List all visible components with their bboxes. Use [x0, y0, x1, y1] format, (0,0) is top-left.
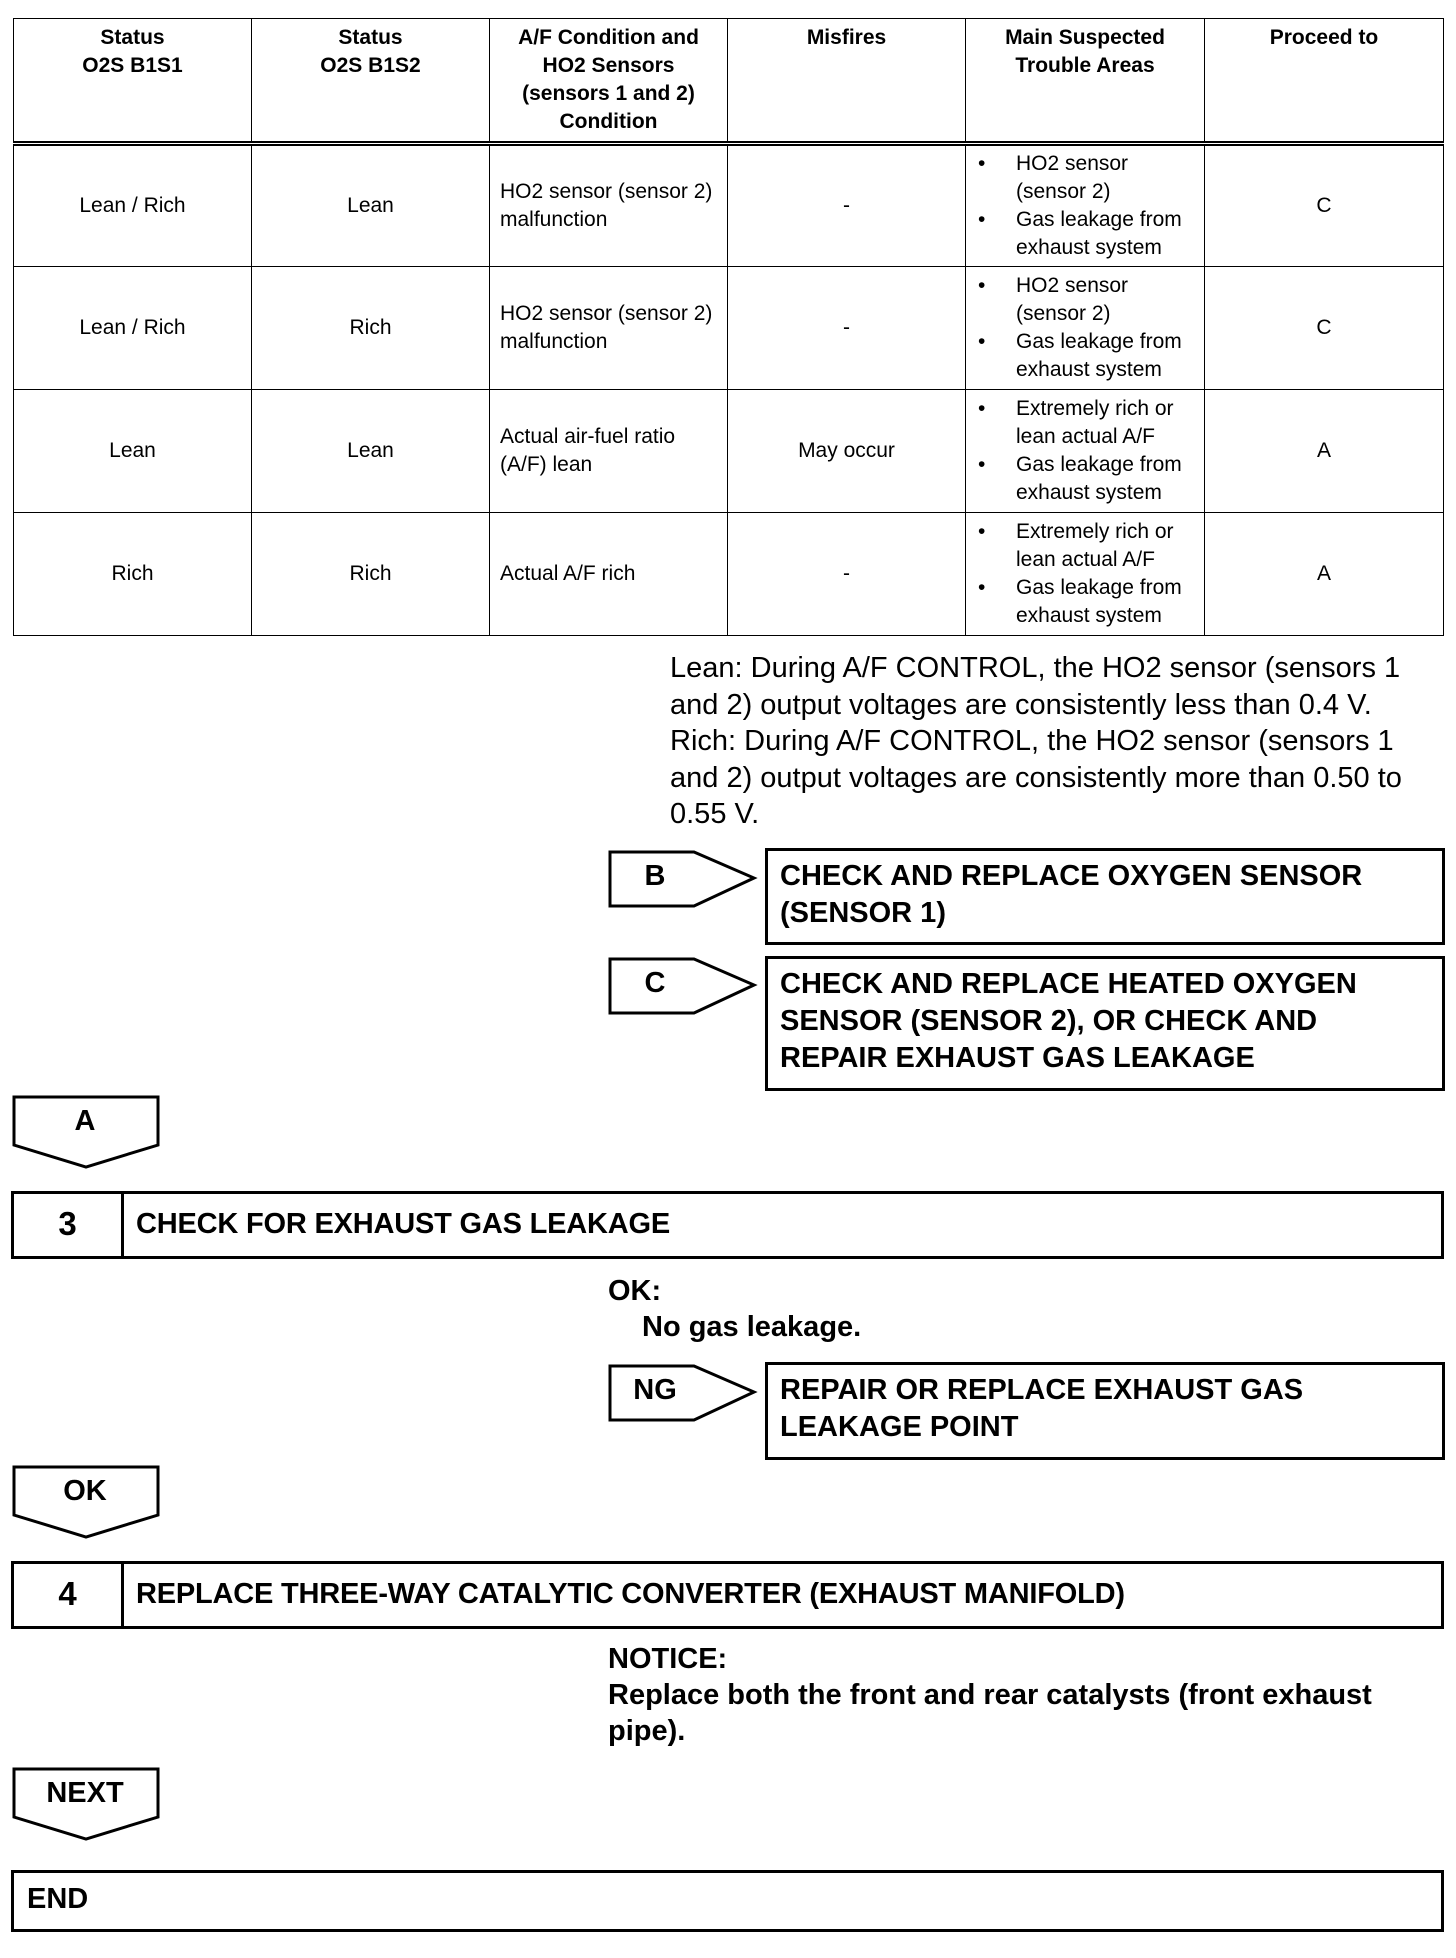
table-header-row	[14, 19, 1444, 144]
list-item: • Extremely rich or lean actual A/F	[972, 395, 1200, 451]
step-4-number: 4	[14, 1564, 124, 1626]
cell-b1s2: Lean	[252, 144, 490, 267]
ok-label: OK:	[608, 1275, 662, 1307]
header-o2s-b1s1: Status O2S B1S1	[14, 19, 252, 144]
end-bar	[11, 1870, 1444, 1932]
header-af-condition: A/F Condition and HO2 Sensors (sensors 1 and 2) Condition	[490, 19, 728, 144]
table-row	[14, 513, 1444, 636]
branch-ng-label: NG	[633, 1374, 677, 1406]
cell-misfires: -	[728, 267, 966, 390]
ok-criteria	[608, 1273, 861, 1345]
cell-b1s1: Lean / Rich	[14, 267, 252, 390]
cell-areas	[966, 267, 1205, 390]
header-trouble-areas: Main Suspected Trouble Areas	[966, 19, 1205, 144]
header-misfires: Misfires	[728, 19, 966, 144]
cell-areas	[966, 390, 1205, 513]
cell-areas	[966, 144, 1205, 267]
branch-b-tab[interactable]	[608, 850, 758, 908]
rich-note: Rich: During A/F CONTROL, the HO2 sensor (sensors 1 and 2) output voltages are consistently more than 0.50 to 0.55 V.	[670, 725, 1402, 830]
flow-tab-a-label: A	[74, 1105, 96, 1137]
branch-ng-tab[interactable]	[608, 1364, 758, 1422]
branch-b-action	[765, 848, 1445, 945]
table-row	[14, 144, 1444, 267]
header-proceed-to: Proceed to	[1205, 19, 1444, 144]
diagnosis-table	[13, 18, 1444, 636]
cell-proceed: A	[1205, 513, 1444, 636]
cell-b1s1: Lean	[14, 390, 252, 513]
cell-b1s1: Rich	[14, 513, 252, 636]
list-item: • Gas leakage from exhaust system	[972, 206, 1200, 262]
cell-misfires: -	[728, 144, 966, 267]
ok-text: No gas leakage.	[642, 1311, 862, 1343]
step-4-title: REPLACE THREE-WAY CATALYTIC CONVERTER (EXHAUST MANIFOLD)	[136, 1578, 1125, 1610]
cell-proceed: C	[1205, 267, 1444, 390]
cell-condition: Actual A/F rich	[490, 513, 728, 636]
notice-text: Replace both the front and rear catalysts (front exhaust pipe).	[608, 1679, 1372, 1747]
cell-areas	[966, 513, 1205, 636]
flow-tab-next-label: NEXT	[46, 1777, 124, 1809]
list-item: • HO2 sensor (sensor 2)	[972, 272, 1200, 328]
cell-proceed: A	[1205, 390, 1444, 513]
branch-ng-action	[765, 1362, 1445, 1460]
cell-misfires: -	[728, 513, 966, 636]
step-3-number: 3	[14, 1194, 124, 1256]
list-item: • Extremely rich or lean actual A/F	[972, 518, 1200, 574]
step-3-bar	[11, 1191, 1444, 1259]
cell-condition: Actual air-fuel ratio (A/F) lean	[490, 390, 728, 513]
list-item: • Gas leakage from exhaust system	[972, 451, 1200, 507]
branch-b-label: B	[644, 860, 666, 892]
branch-c-label: C	[644, 967, 666, 999]
cell-b1s1: Lean / Rich	[14, 144, 252, 267]
notice-label: NOTICE:	[608, 1643, 728, 1675]
cell-b1s2: Rich	[252, 267, 490, 390]
branch-ng-action-text: REPAIR OR REPLACE EXHAUST GAS LEAKAGE POINT	[780, 1374, 1304, 1443]
list-item: • HO2 sensor (sensor 2)	[972, 150, 1200, 206]
flow-tab-next[interactable]	[12, 1767, 162, 1841]
lean-rich-notes	[670, 650, 1450, 833]
flow-tab-ok-label: OK	[63, 1475, 107, 1507]
branch-c-action	[765, 956, 1445, 1091]
table-row	[14, 267, 1444, 390]
branch-c-action-text: CHECK AND REPLACE HEATED OXYGEN SENSOR (SENSOR 2), OR CHECK AND REPAIR EXHAUST GAS LEAKAGE	[780, 968, 1357, 1074]
cell-proceed: C	[1205, 144, 1444, 267]
branch-c-tab[interactable]	[608, 957, 758, 1015]
table-row	[14, 390, 1444, 513]
flow-tab-ok[interactable]	[12, 1465, 162, 1539]
step-3-title: CHECK FOR EXHAUST GAS LEAKAGE	[136, 1208, 670, 1240]
step-4-bar	[11, 1561, 1444, 1629]
lean-note: Lean: During A/F CONTROL, the HO2 sensor (sensors 1 and 2) output voltages are consistently less than 0.4 V.	[670, 652, 1401, 721]
cell-b1s2: Rich	[252, 513, 490, 636]
header-o2s-b1s2: Status O2S B1S2	[252, 19, 490, 144]
list-item: • Gas leakage from exhaust system	[972, 574, 1200, 630]
cell-condition: HO2 sensor (sensor 2) malfunction	[490, 144, 728, 267]
cell-misfires: May occur	[728, 390, 966, 513]
cell-b1s2: Lean	[252, 390, 490, 513]
flow-tab-a[interactable]	[12, 1095, 162, 1169]
list-item: • Gas leakage from exhaust system	[972, 328, 1200, 384]
notice-block	[608, 1641, 1448, 1749]
branch-b-action-text: CHECK AND REPLACE OXYGEN SENSOR (SENSOR 1)	[780, 860, 1363, 929]
end-label: END	[27, 1883, 89, 1915]
cell-condition: HO2 sensor (sensor 2) malfunction	[490, 267, 728, 390]
